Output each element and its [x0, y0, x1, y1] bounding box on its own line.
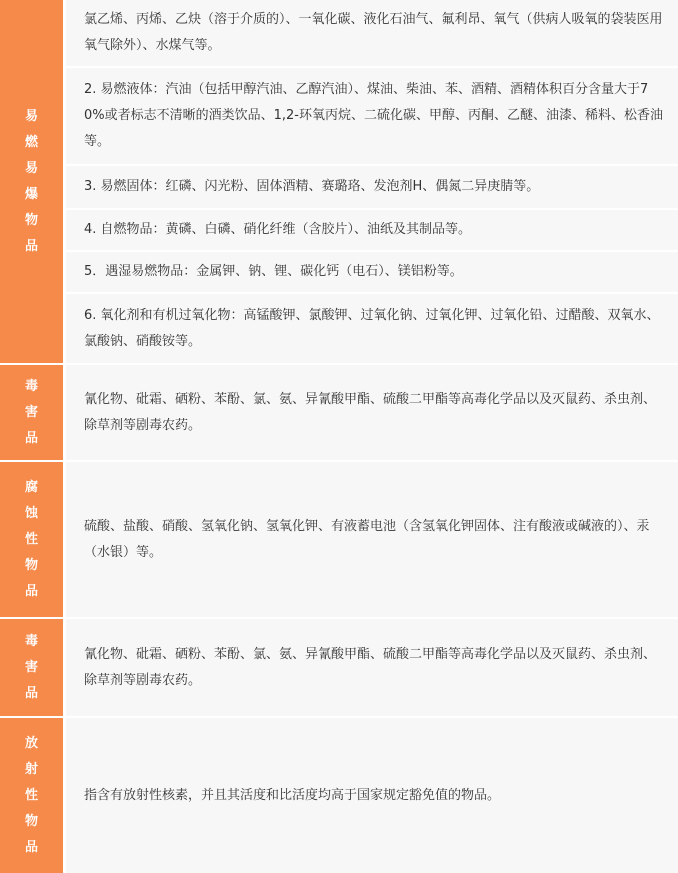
list-item-text: 5．遇湿易燃物品：金属钾、钠、锂、碳化钙（电石）、镁铝粉等。	[84, 264, 463, 279]
list-item-text: 6. 氧化剂和有机过氧化物：高锰酸钾、氯酸钾、过氧化钠、过氧化钾、过氧化铅、过醋酸、双氧水、氯酸钠、硝酸铵等。	[84, 307, 660, 349]
list-item-text: 氰化物、砒霜、硒粉、苯酚、氯、氨、异氰酸甲酯、硫酸二甲酯等高毒化学品以及灭鼠药、杀虫剂、除草剂等剧毒农药。	[84, 391, 657, 433]
list-item-text: 硫酸、盐酸、硝酸、氢氧化钠、氢氧化钾、有液蓄电池（含氢氧化钾固体、注有酸液或碱液的）、汞（水银）等。	[84, 518, 650, 560]
list-item	[66, 252, 678, 292]
section-toxic	[0, 365, 678, 460]
list-item	[66, 294, 678, 363]
list-item	[66, 365, 678, 460]
section-rows	[66, 718, 678, 873]
list-item	[66, 718, 678, 873]
section-rows	[66, 365, 678, 460]
section-label-text: 腐蚀性物品	[24, 479, 38, 599]
section-flammable-explosive	[0, 0, 678, 363]
section-label-text: 毒害品	[24, 378, 38, 446]
section-label	[0, 462, 63, 617]
section-toxic-repeat	[0, 619, 678, 716]
section-label	[0, 365, 63, 460]
list-item-text: 氰化物、砒霜、硒粉、苯酚、氯、氨、异氰酸甲酯、硫酸二甲酯等高毒化学品以及灭鼠药、杀虫剂、除草剂等剧毒农药。	[84, 646, 657, 688]
section-label	[0, 0, 63, 363]
section-label-text: 易燃易爆物品	[24, 108, 38, 254]
section-rows	[66, 0, 678, 363]
list-item-text: 氯乙烯、丙烯、乙炔（溶于介质的）、一氧化碳、液化石油气、氟利昂、氧气（供病人吸氧的袋装医用氧气除外）、水煤气等。	[84, 12, 663, 53]
list-item	[66, 166, 678, 208]
section-label-text: 毒害品	[24, 633, 38, 701]
list-item-text: 3. 易燃固体：红磷、闪光粉、固体酒精、赛璐珞、发泡剂H、偶氮二异庚腈等。	[84, 179, 540, 194]
list-item-text: 2. 易燃液体：汽油（包括甲醇汽油、乙醇汽油）、煤油、柴油、苯、酒精、酒精体积百分含量大于70%或者标志不清晰的酒类饮品、1,2-环氧丙烷、二硫化碳、甲醇、丙酮、乙醚、油漆、稀料、松香油等。	[84, 82, 663, 149]
list-item	[66, 210, 678, 250]
section-radioactive	[0, 718, 678, 873]
section-label	[0, 619, 63, 716]
list-item	[66, 0, 678, 66]
section-label	[0, 718, 63, 873]
list-item	[66, 68, 678, 164]
section-label-text: 放射性物品	[24, 735, 38, 855]
list-item-text: 4. 自燃物品：黄磷、白磷、硝化纤维（含胶片）、油纸及其制品等。	[84, 222, 472, 237]
list-item	[66, 462, 678, 617]
list-item-text: 指含有放射性核素，并且其活度和比活度均高于国家规定豁免值的物品。	[84, 787, 501, 803]
list-item	[66, 619, 678, 716]
section-rows	[66, 619, 678, 716]
section-rows	[66, 462, 678, 617]
section-corrosive	[0, 462, 678, 617]
